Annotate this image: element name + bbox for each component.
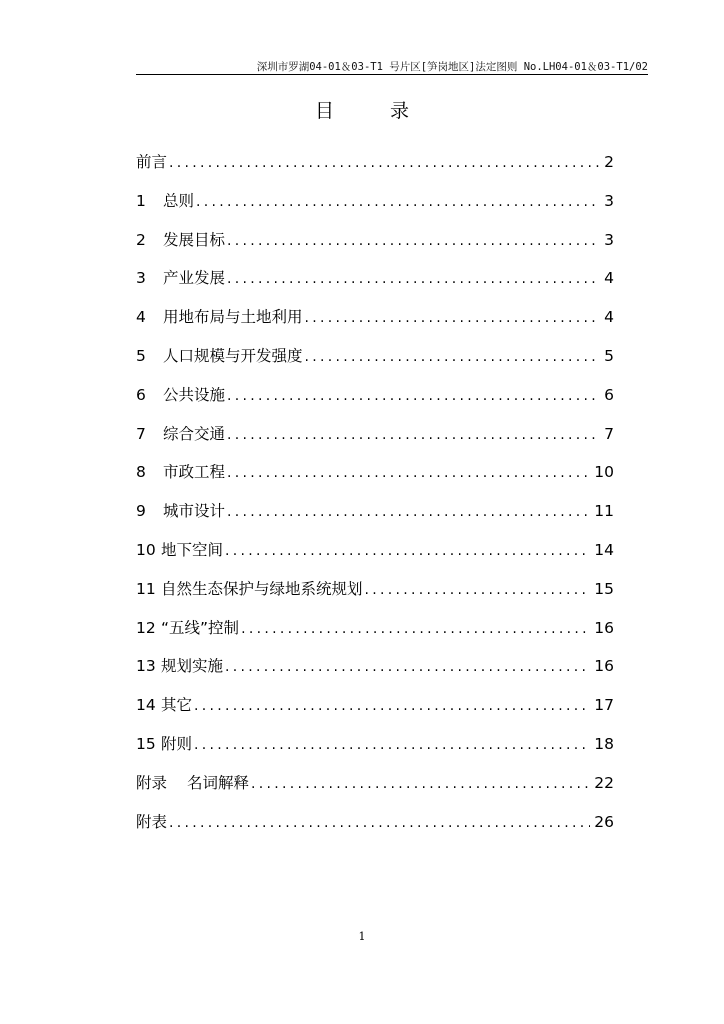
toc-entry-number: 15 (136, 734, 156, 753)
toc-entry-label: 其它 (161, 696, 193, 715)
toc-dot-leader (305, 303, 601, 333)
toc-dot-leader (227, 420, 600, 450)
toc-dot-leader (225, 652, 590, 682)
toc-entry-page: 26 (594, 812, 614, 831)
toc-entry-label: 发展目标 (163, 230, 226, 249)
toc-dot-leader (227, 226, 600, 256)
toc-entry-number: 10 (136, 540, 156, 559)
toc-entry-number: 12 (136, 618, 156, 637)
toc-entry-label: 地下空间 (161, 540, 224, 559)
toc-entry[interactable] (136, 225, 614, 264)
toc-dot-leader (169, 808, 590, 838)
toc-dot-leader (169, 148, 600, 178)
toc-entry-label: 公共设施 (163, 385, 226, 404)
toc-entry-page: 4 (604, 308, 614, 327)
toc-dot-leader (196, 187, 600, 217)
toc-entry-label: 总则 (163, 191, 195, 210)
toc-dot-leader (305, 342, 601, 372)
toc-entry-label: 人口规模与开发强度 (163, 346, 303, 365)
toc-entry-page: 16 (594, 657, 614, 676)
toc-entry[interactable] (136, 768, 614, 807)
toc-entry[interactable] (136, 535, 614, 574)
toc-title-char-2: 录 (390, 100, 410, 122)
toc-entry-number: 9 (136, 502, 146, 521)
toc-entry-number: 5 (136, 346, 146, 365)
toc-title-char-1: 目 (314, 100, 334, 122)
toc-entry-number: 4 (136, 308, 146, 327)
toc-entry[interactable] (136, 380, 614, 419)
toc-entry[interactable] (136, 302, 614, 341)
toc-entry-label: “五线”控制 (161, 618, 240, 637)
toc-dot-leader (227, 381, 600, 411)
toc-dot-leader (194, 691, 590, 721)
toc-entry-label: 城市设计 (163, 502, 226, 521)
toc-entry-page: 2 (604, 153, 614, 171)
toc-entry-label: 自然生态保护与绿地系统规划 (161, 579, 363, 598)
toc-dot-leader (251, 769, 590, 799)
header-divider (136, 74, 648, 75)
toc-entry-number: 1 (136, 191, 146, 210)
toc-dot-leader (227, 458, 590, 488)
toc-entry[interactable] (136, 651, 614, 690)
toc-entry-number: 7 (136, 424, 146, 443)
toc-entry[interactable] (136, 147, 614, 186)
page-number: 1 (358, 930, 366, 943)
toc-entry-page: 14 (594, 540, 614, 559)
toc-entry-label: 市政工程 (163, 463, 226, 482)
toc-entry-label: 前言 (136, 153, 168, 171)
toc-entry-page: 7 (604, 424, 614, 443)
toc-dot-leader (227, 264, 600, 294)
toc-entry-page: 18 (594, 734, 614, 753)
toc-entry[interactable] (136, 186, 614, 225)
toc-entry[interactable] (136, 496, 614, 535)
toc-entry-number: 3 (136, 269, 146, 288)
toc-entry-number: 11 (136, 579, 156, 598)
toc-entry-page: 11 (594, 502, 614, 521)
toc-entry-label: 附表 (136, 812, 168, 831)
toc-entry-page: 6 (604, 385, 614, 404)
toc-entry[interactable] (136, 341, 614, 380)
toc-entry-number: 8 (136, 463, 146, 482)
toc-title (0, 96, 724, 123)
toc-entry-page: 3 (604, 230, 614, 249)
toc-entry-number: 13 (136, 657, 156, 676)
toc-entry-page: 4 (604, 269, 614, 288)
toc-entry[interactable] (136, 613, 614, 652)
toc-dot-leader (365, 575, 591, 605)
toc-entry-page: 17 (594, 696, 614, 715)
toc-entry[interactable] (136, 574, 614, 613)
toc-entry-page: 3 (604, 191, 614, 210)
table-of-contents (136, 147, 614, 845)
toc-entry-page: 10 (594, 463, 614, 482)
toc-entry-label: 附则 (161, 734, 193, 753)
toc-entry-label: 名词解释 (187, 773, 250, 792)
toc-entry-label: 用地布局与土地利用 (163, 308, 303, 327)
toc-entry-label: 规划实施 (161, 657, 224, 676)
toc-entry-number: 附录 (136, 773, 168, 792)
toc-entry-page: 22 (594, 773, 614, 792)
toc-entry-number: 6 (136, 385, 146, 404)
toc-entry[interactable] (136, 690, 614, 729)
toc-dot-leader (241, 614, 590, 644)
toc-dot-leader (225, 536, 590, 566)
running-header: 深圳市罗湖04-01＆03-T1 号片区[笋岗地区]法定图则 No.LH04-01＆03-T1/02 (256, 61, 648, 73)
toc-entry-page: 16 (594, 618, 614, 637)
toc-entry[interactable] (136, 729, 614, 768)
toc-entry-number: 14 (136, 696, 156, 715)
toc-dot-leader (194, 730, 590, 760)
toc-entry-page: 15 (594, 579, 614, 598)
toc-entry[interactable] (136, 263, 614, 302)
toc-entry-page: 5 (604, 346, 614, 365)
toc-entry-label: 产业发展 (163, 269, 226, 288)
toc-entry[interactable] (136, 457, 614, 496)
toc-entry[interactable] (136, 807, 614, 846)
toc-dot-leader (227, 497, 590, 527)
toc-entry[interactable] (136, 419, 614, 458)
toc-entry-number: 2 (136, 230, 146, 249)
toc-entry-label: 综合交通 (163, 424, 226, 443)
